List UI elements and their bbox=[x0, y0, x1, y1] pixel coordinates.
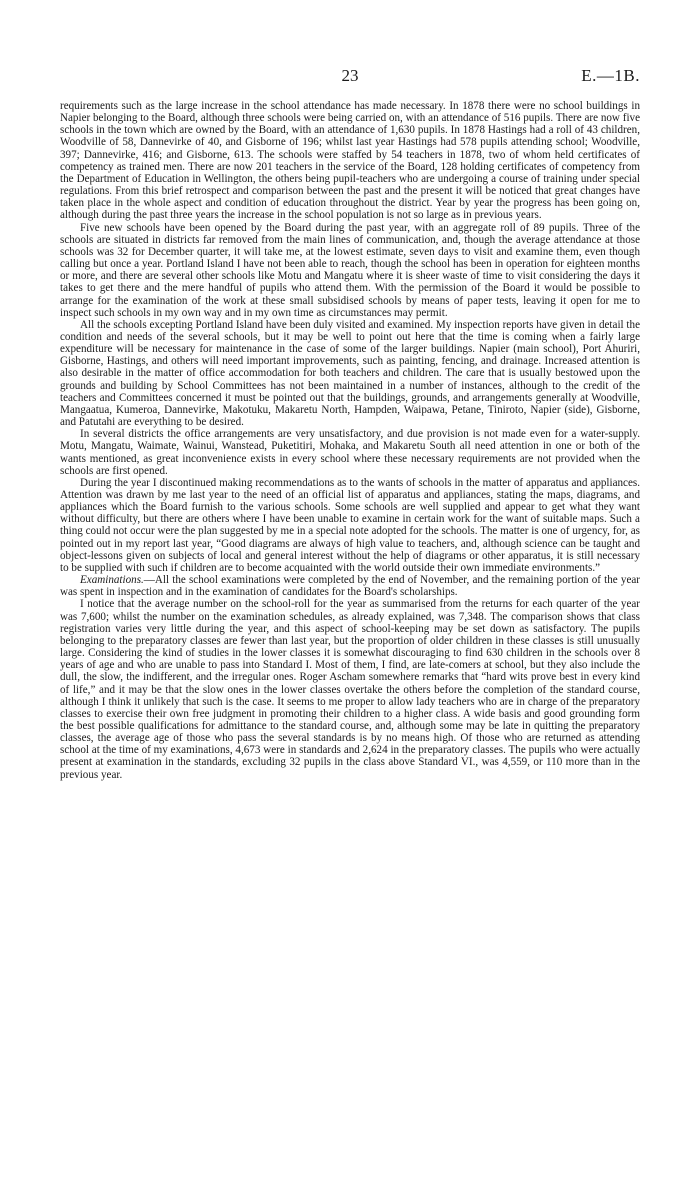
paragraph: All the schools excepting Portland Island have been duly visited and examined. My inspection reports have given in detail the condition and needs of the several schools, but it may be well to point out here that the time is coming when a fairly large expenditure will be necessary for maintenance in the case of some of the larger buildings. Napier (main school), Port Ahuriri, Gisborne, Hastings, and others will need important improvements, such as painting, fencing, and drainage. Increased attention is also desirable in the matter of office accommodation for both teachers and children. The care that is usually bestowed upon the grounds and building by School Committees has not been maintained in a number of instances, although to the credit of the teachers and Committees concerned it must be pointed out that the buildings, grounds, and arrangements generally at Woodville, Mangaatua, Kumeroa, Dannevirke, Makotuku, Makaretu North, Hampden, Waipawa, Petane, Tiniroto, Napier (side), Gisborne, and Patutahi are everything to be desired. bbox=[60, 318, 640, 429]
paragraph: Five new schools have been opened by the Board during the past year, with an aggregate roll of 89 pupils. Three of the schools are situated in districts far removed from the main lines of communication, and, though the average attendance at those schools was 32 for December quarter, it will take me, at the lowest estimate, seven days to visit and examine them, even though calling but once a year. Portland Island I have not been able to reach, though the school has been in operation for eighteen months or more, and there are several other schools like Motu and Mangatu where it is sheer waste of time to visit considering the days it takes to get there and the mere handful of pupils who attend them. With the permission of the Board it would be possible to arrange for the examination of the work at these small subsidised schools by means of paper tests, leaving it open for me to inspect such schools in my own way and in my own time as circumstances may permit. bbox=[60, 221, 640, 319]
document-reference: E.—1B. bbox=[581, 66, 640, 85]
paragraph: I notice that the average number on the school-roll for the year as summarised from the returns for each quarter of the year was 7,600; whilst the number on the examination schedules, as already explained, was 7,348. The comparison shows that class registration varies very little during the year, and this aspect of school-keeping may be set down as satisfactory. The pupils belonging to the preparatory classes are fewer than last year, but the proportion of older children in these classes is still unusually large. Considering the kind of studies in the lower classes it is somewhat discouraging to find 630 children in the schools over 8 years of age and who are unable to pass into Standard I. Most of them, I find, are late-comers at school, but they also include the dull, the slow, the indifferent, and the irregular ones. Roger Ascham somewhere remarks that “hard wits prove best in every kind of life,” and it may be that the slow ones in the lower classes overtake the others before the completion of the standard course, although I think it unlikely that such is the case. It seems to me proper to allow lady teachers who are in charge of the preparatory classes to exercise their own free judgment in promoting their children to a higher class. A wide basis and good grounding form the best possible qualifications for admittance to the standard course, and, although some may be late in quitting the preparatory classes, the average age of those who pass the several standards is by no means high. Of those who are returned as attending school at the time of my examinations, 4,673 were in standards and 2,624 in the preparatory classes. The pupils who were actually present at examination in the standards, excluding 32 pupils in the class above Standard VI., was 4,559, or 110 more than in the previous year. bbox=[60, 598, 640, 781]
paragraph: requirements such as the large increase in the school attendance has made necessary. In 1878 there were no school buildings in Napier belonging to the Board, although three schools were being carried on, with an attendance of 516 pupils. There are now five schools in the town which are owned by the Board, with an attendance of 1,630 pupils. In 1878 Hastings had a roll of 43 children, Woodville of 58, Dannevirke of 40, and Gisborne of 196; whilst last year Hastings had 578 pupils attending school; Woodville, 397; Dannevirke, 416; and Gisborne, 613. The schools were staffed by 54 teachers in 1878, two of whom held certificates of competency as trained men. There are now 201 teachers in the service of the Board, 128 holding certificates of competency from the Department of Education in Wellington, the others being pupil-teachers who are undergoing a course of training under special regulations. From this brief retrospect and comparison between the past and the present it will be noticed that great changes have taken place in the whole aspect and condition of education throughout the district. Year by year the progress has been going on, although during the past three years the increase in the school population is not so large as in previous years. bbox=[60, 100, 640, 222]
section-heading: Examinations. bbox=[80, 574, 144, 587]
paragraph: During the year I discontinued making recommendations as to the wants of schools in the matter of apparatus and appliances. Attention was drawn by me last year to the need of an official list of apparatus and appliances, stating the maps, diagrams, and appliances which the Board furnish to the various schools. Some schools are well supplied and appear to get what they want without difficulty, but there are others where I have been unable to examine in certain work for the want of suitable maps. Such a thing could not occur were the plan suggested by me in a special note adopted for the schools. The matter is one of urgency, for, as pointed out in my report last year, “Good diagrams are always of high value to teachers, and, although science can be taught and object-lessons given on subjects of local and general interest without the help of diagrams or other apparatus, it is still necessary to be supplied with such if children are to become acquainted with the world outside their own immediate environments.” bbox=[60, 476, 640, 574]
page-number: 23 bbox=[341, 66, 359, 85]
page-header bbox=[60, 66, 640, 90]
body-text bbox=[60, 100, 640, 781]
paragraph-examinations bbox=[60, 574, 640, 598]
paragraph: In several districts the office arrangements are very unsatisfactory, and due provision is not made even for a water-supply. Motu, Mangatu, Waimate, Wainui, Wanstead, Puketitiri, Mohaka, and Makaretu South all need attention in one or both of the wants mentioned, as great inconvenience exists in every school where these necessary requirements are not provided when the schools are first opened. bbox=[60, 428, 640, 477]
paragraph-text: —All the school examinations were completed by the end of November, and the remaining portion of the year was spent in inspection and in the examination of candidates for the Board's scholarships. bbox=[60, 574, 640, 599]
